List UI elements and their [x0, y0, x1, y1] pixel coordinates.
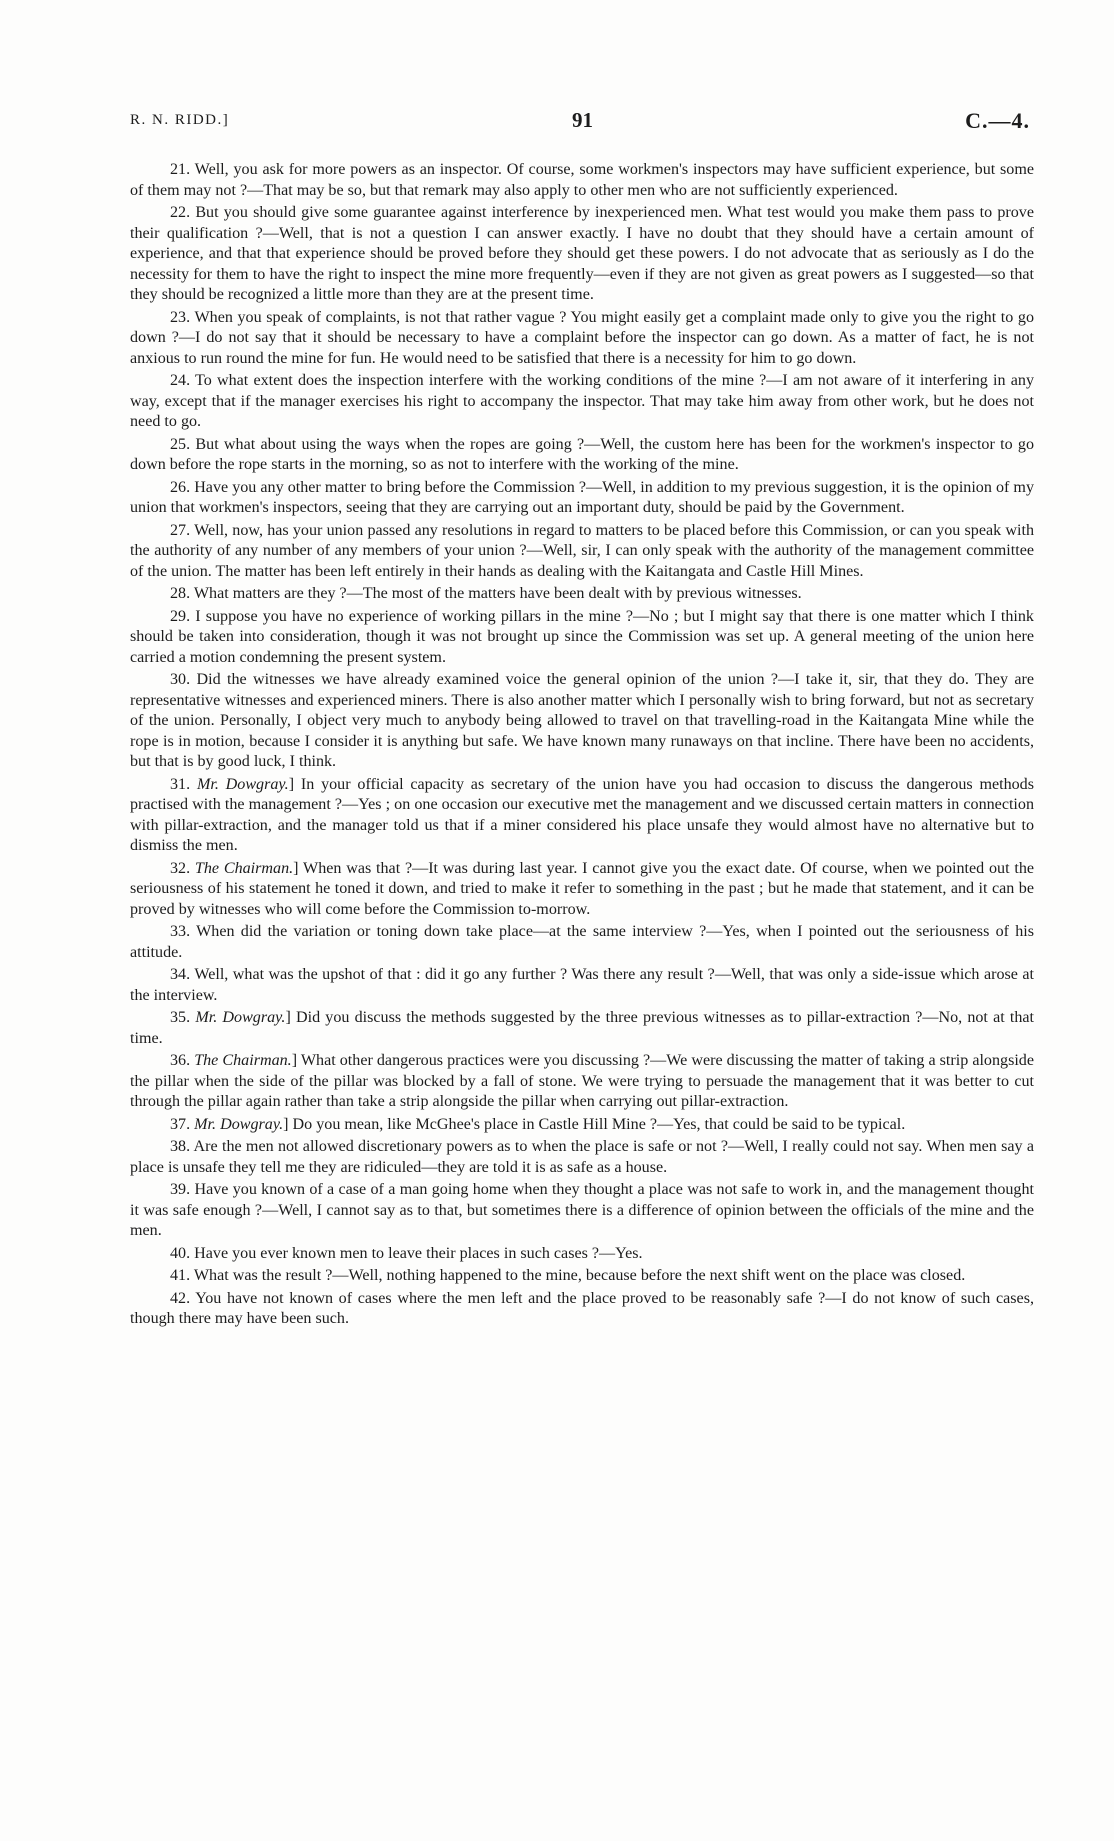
question-number: 21. [170, 161, 191, 178]
question-paragraph [130, 160, 1034, 201]
question-number: 37. [170, 1115, 191, 1133]
question-paragraph [130, 1180, 1034, 1242]
question-number: 25. [170, 435, 191, 453]
question-paragraph [130, 965, 1034, 1006]
question-text: When was that ?—It was during last year. I cannot give you the exact date. Of course, when we pointed out the seriousness of his statement he toned it down, and tried to make it refer to something in the past ; but he made that statement, and it can be proved by witnesses who will come before the Commission to-morrow. [130, 859, 1035, 918]
question-paragraph [130, 308, 1034, 370]
question-paragraph [130, 478, 1034, 519]
question-number: 36. [170, 1052, 191, 1069]
question-paragraph [130, 203, 1034, 306]
speaker-name: Mr. Dowgray. [196, 775, 289, 793]
question-text: Did you discuss the methods suggested by the three previous witnesses as to pillar-extraction ?—No, not at that time. [130, 1009, 1034, 1047]
speaker-name: Mr. Dowgray. [195, 1009, 286, 1026]
question-paragraph [130, 1137, 1034, 1178]
speaker-name: The Chairman. [194, 1052, 292, 1069]
question-number: 24. [170, 372, 191, 389]
question-number: 28. [170, 585, 191, 602]
question-number: 27. [170, 521, 191, 539]
question-text: Are the men not allowed discretionary powers as to when the place is safe or not ?—Well, I really could not say. When men say a place is unsafe they tell me they are ridiculed—they are told it is as safe as a house. [130, 1138, 1034, 1176]
question-number: 32. [170, 859, 191, 877]
question-number: 34. [170, 966, 191, 983]
question-text: Have you known of a case of a man going home when they thought a place was not safe to work in, and the management thought it was safe enough ?—Well, I cannot say as to that, but sometimes there is a difference of opinion between the officials of the mine and the men. [130, 1181, 1034, 1239]
speaker-name: The Chairman. [194, 859, 294, 877]
question-text: Well, now, has your union passed any resolutions in regard to matters to be placed before this Commission, or can you speak with the authority of any number of any members of your union ?—Well, sir, I can only speak with the authority of the management committee of the union. The matter has been left entirely in their hands as dealing with the Kaitangata and Castle Hill Mines. [130, 521, 1034, 580]
question-text: To what extent does the inspection interfere with the working conditions of the mine ?—I am not aware of it interfering in any way, except that if the manager exercises his right to accompany the inspector. That may take him away from other work, but he does not need to go. [130, 372, 1034, 430]
question-paragraph [130, 435, 1034, 476]
question-paragraph [130, 1244, 1034, 1265]
question-text: When you speak of complaints, is not that rather vague ? You might easily get a complaint made only to give you the right to go down ?—I do not say that it should be necessary to have a complaint before the inspector can go down. As a matter of fact, he is not anxious to run round the mine for fun. He would need to be satisfied that there is a necessity for him to go down. [130, 308, 1035, 367]
question-text: You have not known of cases where the men left and the place proved to be reasonably safe ?—I do not know of such cases, though there may have been such. [130, 1289, 1034, 1327]
question-text: In your official capacity as secretary of the union have you had occasion to discuss the dangerous methods practised with the management ?—Yes ; on one occasion our executive met the management and we discussed certain matters in connection with pillar-extraction, and the manager told us that if a miner considered his place unsafe they would almost have no alternative but to dismiss the men. [130, 775, 1034, 854]
question-number: 39. [170, 1181, 191, 1198]
question-text: What other dangerous practices were you discussing ?—We were discussing the matter of taking a strip alongside the pillar when the side of the pillar was blocked by a fall of stone. We were trying to persuade the management that it was better to cut through the pillar again rather than take a strip alongside the pillar when carrying out pillar-extraction. [130, 1052, 1035, 1110]
question-paragraph: 37. Mr. Dowgray.] Do you mean, like McGhee's place in Castle Hill Mine ?—Yes, that could be said to be typical. [170, 1115, 906, 1133]
question-text: What was the result ?—Well, nothing happened to the mine, because before the next shift went on the place was closed. [193, 1267, 966, 1284]
witness-name-header: R. N. RIDD.] [130, 112, 230, 128]
question-paragraph [130, 1266, 1034, 1287]
question-number: 42. [170, 1289, 191, 1307]
question-number: 38. [170, 1138, 191, 1155]
question-paragraph [130, 371, 1034, 433]
question-number: 35. [170, 1009, 191, 1026]
paper-reference: C.—4. [965, 108, 1030, 133]
page-header [130, 108, 1030, 138]
question-number: 23. [170, 308, 191, 326]
question-paragraph [130, 584, 1034, 605]
question-number: 31. [170, 775, 191, 793]
question-text: But what about using the ways when the ropes are going ?—Well, the custom here has been for the workmen's inspector to go down before the rope starts in the morning, so as not to interfere with the working of the mine. [130, 435, 1034, 473]
question-number: 30. [170, 671, 191, 688]
question-text: Did the witnesses we have already examined voice the general opinion of the union ?—I take it, sir, that they do. They are representative witnesses and experienced miners. There is also another matter which I personally wish to bring forward, but not as secretary of the union. Personally, I object very much to anybody being allowed to travel on that travelling-road in the Kaitangata Mine while the rope is in motion, because I consider it is anything but safe. We have known many runaways on that incline. There have been no accidents, but that is by good luck, I think. [130, 671, 1034, 770]
question-text: But you should give some guarantee against interference by inexperienced men. What test would you make them pass to prove their qualification ?—Well, that is not a question I can answer exactly. I have no doubt that they should have a certain amount of experience, and that that experience should be proved before they should get these powers. I do not advocate that as seriously as I do the necessity for them to have the right to inspect the mine more frequently—even if they are not given as great powers as I suggested—so that they should be recognized a little more than they are at the present time. [130, 204, 1034, 303]
question-text: When did the variation or toning down take place—at the same interview ?—Yes, when I pointed out the seriousness of his attitude. [130, 923, 1035, 961]
question-paragraph [130, 521, 1034, 583]
question-number: 29. [170, 607, 191, 625]
question-number: 40. [170, 1244, 191, 1262]
question-number: 33. [170, 923, 191, 940]
question-paragraph: 35. Mr. Dowgray.] Did you discuss the methods suggested by the three previous witnesses as to pillar-extraction ?—No, not at that time. [130, 1009, 1034, 1047]
question-number: 26. [170, 478, 191, 496]
question-paragraph: 32. The Chairman.] When was that ?—It was during last year. I cannot give you the exact date. Of course, when we pointed out the seriousness of his statement he toned it down, and tried to make it refer to something in the past ; but he made that statement, and it can be proved by witnesses who will come before the Commission to-morrow. [130, 859, 1035, 918]
question-text: Have you ever known men to leave their places in such cases ?—Yes. [194, 1244, 643, 1262]
page-number: 91 [572, 108, 593, 132]
question-text: Do you mean, like McGhee's place in Castle Hill Mine ?—Yes, that could be said to be typical. [292, 1115, 906, 1133]
question-number: 41. [170, 1267, 191, 1284]
question-paragraph [130, 1289, 1034, 1330]
question-paragraph [130, 670, 1034, 773]
question-paragraph [130, 607, 1034, 669]
question-paragraph [130, 922, 1034, 963]
question-paragraph: 31. Mr. Dowgray.] In your official capacity as secretary of the union have you had occasion to discuss the dangerous methods practised with the management ?—Yes ; on one occasion our executive met the management and we discussed certain matters in connection with pillar-extraction, and the manager told us that if a miner considered his place unsafe they would almost have no alternative but to dismiss the men. [130, 775, 1034, 854]
question-text: What matters are they ?—The most of the matters have been dealt with by previous witnesses. [193, 585, 802, 602]
question-paragraph: 36. The Chairman.] What other dangerous practices were you discussing ?—We were discussing the matter of taking a strip alongside the pillar when the side of the pillar was blocked by a fall of stone. We were trying to persuade the management that it was better to cut through the pillar again rather than take a strip alongside the pillar when carrying out pillar-extraction. [130, 1052, 1035, 1110]
question-text: Well, what was the upshot of that : did it go any further ? Was there any result ?—Well, that was only a side-issue which arose at the interview. [130, 966, 1034, 1004]
question-text: Have you any other matter to bring before the Commission ?—Well, in addition to my previous suggestion, it is the opinion of my union that workmen's inspectors, seeing that they are carrying out an important duty, should be paid by the Government. [130, 478, 1034, 516]
transcript-body [130, 160, 1034, 1332]
question-text: Well, you ask for more powers as an inspector. Of course, some workmen's inspectors may have sufficient experience, but some of them may not ?—That may be so, but that remark may also apply to other men who are not sufficiently experienced. [130, 161, 1035, 199]
question-number: 22. [170, 204, 191, 221]
speaker-name: Mr. Dowgray. [194, 1115, 284, 1133]
question-text: I suppose you have no experience of working pillars in the mine ?—No ; but I might say that there is one matter which I think should be taken into consideration, though it was not brought up since the Commission was set up. A general meeting of the union here carried a motion condemning the present system. [130, 607, 1034, 666]
